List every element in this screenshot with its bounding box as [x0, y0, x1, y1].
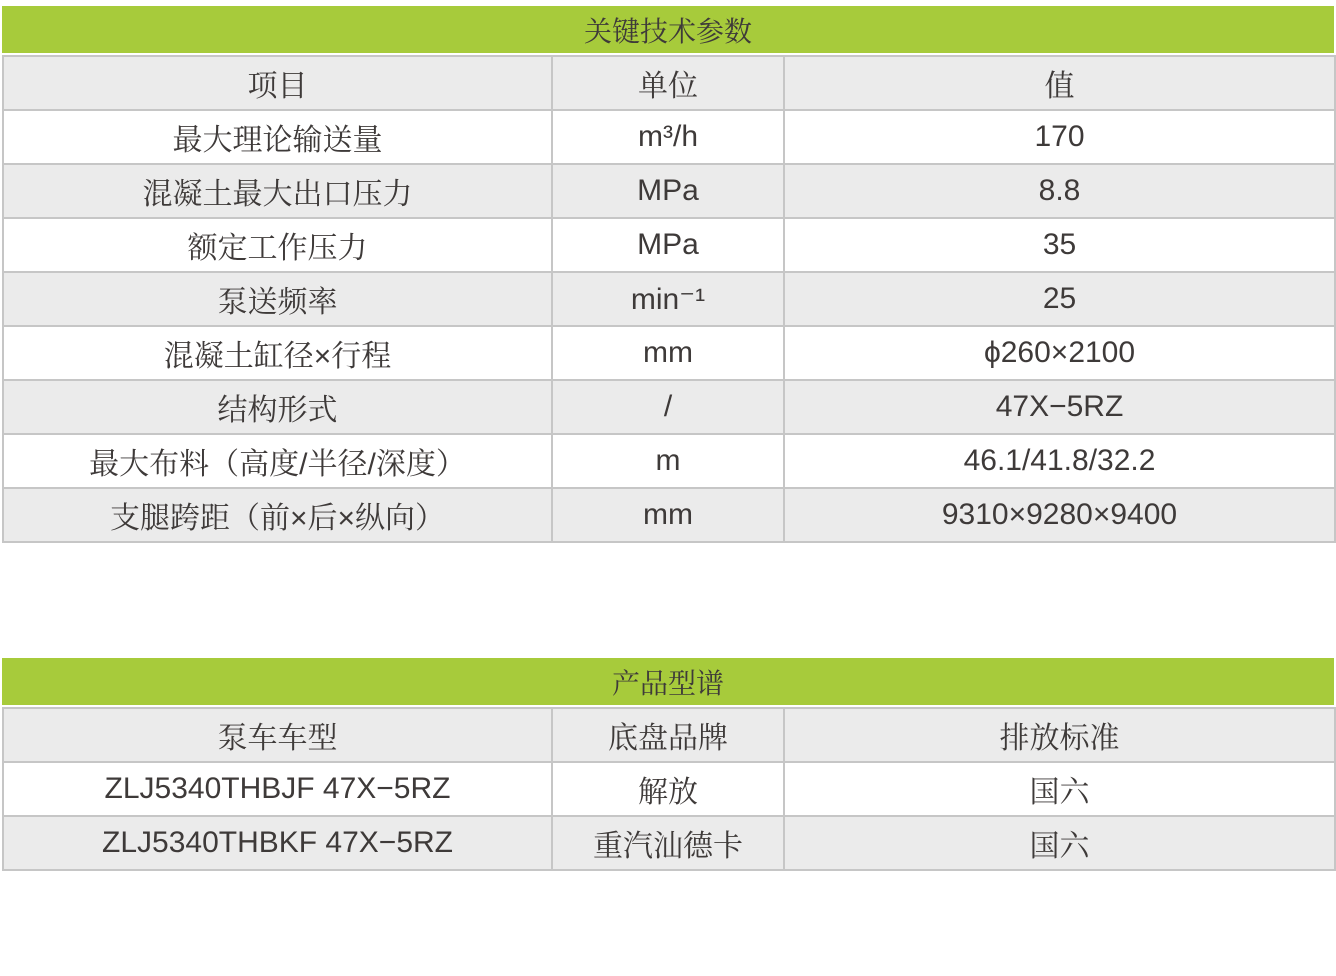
param-unit-cell: MPa — [552, 164, 784, 218]
param-item-cell: 混凝土最大出口压力 — [3, 164, 552, 218]
param-value-cell: 46.1/41.8/32.2 — [784, 434, 1335, 488]
chassis-cell: 解放 — [552, 762, 784, 816]
param-item-cell: 支腿跨距（前×后×纵向） — [3, 488, 552, 542]
table-row — [3, 434, 1335, 488]
key-params-title: 关键技术参数 — [2, 6, 1334, 55]
param-item-cell: 最大布料（高度/半径/深度） — [3, 434, 552, 488]
param-value-cell: 47X−5RZ — [784, 380, 1335, 434]
param-unit-cell: / — [552, 380, 784, 434]
key-params-table — [2, 55, 1336, 543]
param-value-cell: 35 — [784, 218, 1335, 272]
column-header-item: 项目 — [3, 56, 552, 110]
param-unit-cell: mm — [552, 488, 784, 542]
chassis-cell: 重汽汕德卡 — [552, 816, 784, 870]
param-item-cell: 最大理论输送量 — [3, 110, 552, 164]
table-row — [3, 816, 1335, 870]
model-cell: ZLJ5340THBKF 47X−5RZ — [3, 816, 552, 870]
emission-cell: 国六 — [784, 762, 1335, 816]
column-header-chassis: 底盘品牌 — [552, 708, 784, 762]
param-unit-cell: m³/h — [552, 110, 784, 164]
param-item-cell: 额定工作压力 — [3, 218, 552, 272]
param-unit-cell: min⁻¹ — [552, 272, 784, 326]
table-row — [3, 488, 1335, 542]
spec-sheet — [0, 6, 1336, 871]
product-spectrum-table — [2, 707, 1336, 871]
param-item-cell: 结构形式 — [3, 380, 552, 434]
table-row — [3, 110, 1335, 164]
table-row — [3, 762, 1335, 816]
table-row — [3, 164, 1335, 218]
param-item-cell: 混凝土缸径×行程 — [3, 326, 552, 380]
key-params-section — [2, 6, 1334, 543]
table-row — [3, 326, 1335, 380]
param-unit-cell: MPa — [552, 218, 784, 272]
table-row — [3, 272, 1335, 326]
column-header-unit: 单位 — [552, 56, 784, 110]
param-value-cell: 8.8 — [784, 164, 1335, 218]
spectrum-header-row — [3, 708, 1335, 762]
param-item-cell: 泵送频率 — [3, 272, 552, 326]
key-params-header-row — [3, 56, 1335, 110]
table-row — [3, 380, 1335, 434]
column-header-model: 泵车车型 — [3, 708, 552, 762]
product-spectrum-title: 产品型谱 — [2, 658, 1334, 707]
model-cell: ZLJ5340THBJF 47X−5RZ — [3, 762, 552, 816]
param-value-cell: 25 — [784, 272, 1335, 326]
param-unit-cell: mm — [552, 326, 784, 380]
param-value-cell: 170 — [784, 110, 1335, 164]
product-spectrum-section — [2, 658, 1334, 871]
column-header-value: 值 — [784, 56, 1335, 110]
table-row — [3, 218, 1335, 272]
param-value-cell: 9310×9280×9400 — [784, 488, 1335, 542]
emission-cell: 国六 — [784, 816, 1335, 870]
column-header-emission: 排放标准 — [784, 708, 1335, 762]
param-value-cell: ϕ260×2100 — [784, 326, 1335, 380]
param-unit-cell: m — [552, 434, 784, 488]
